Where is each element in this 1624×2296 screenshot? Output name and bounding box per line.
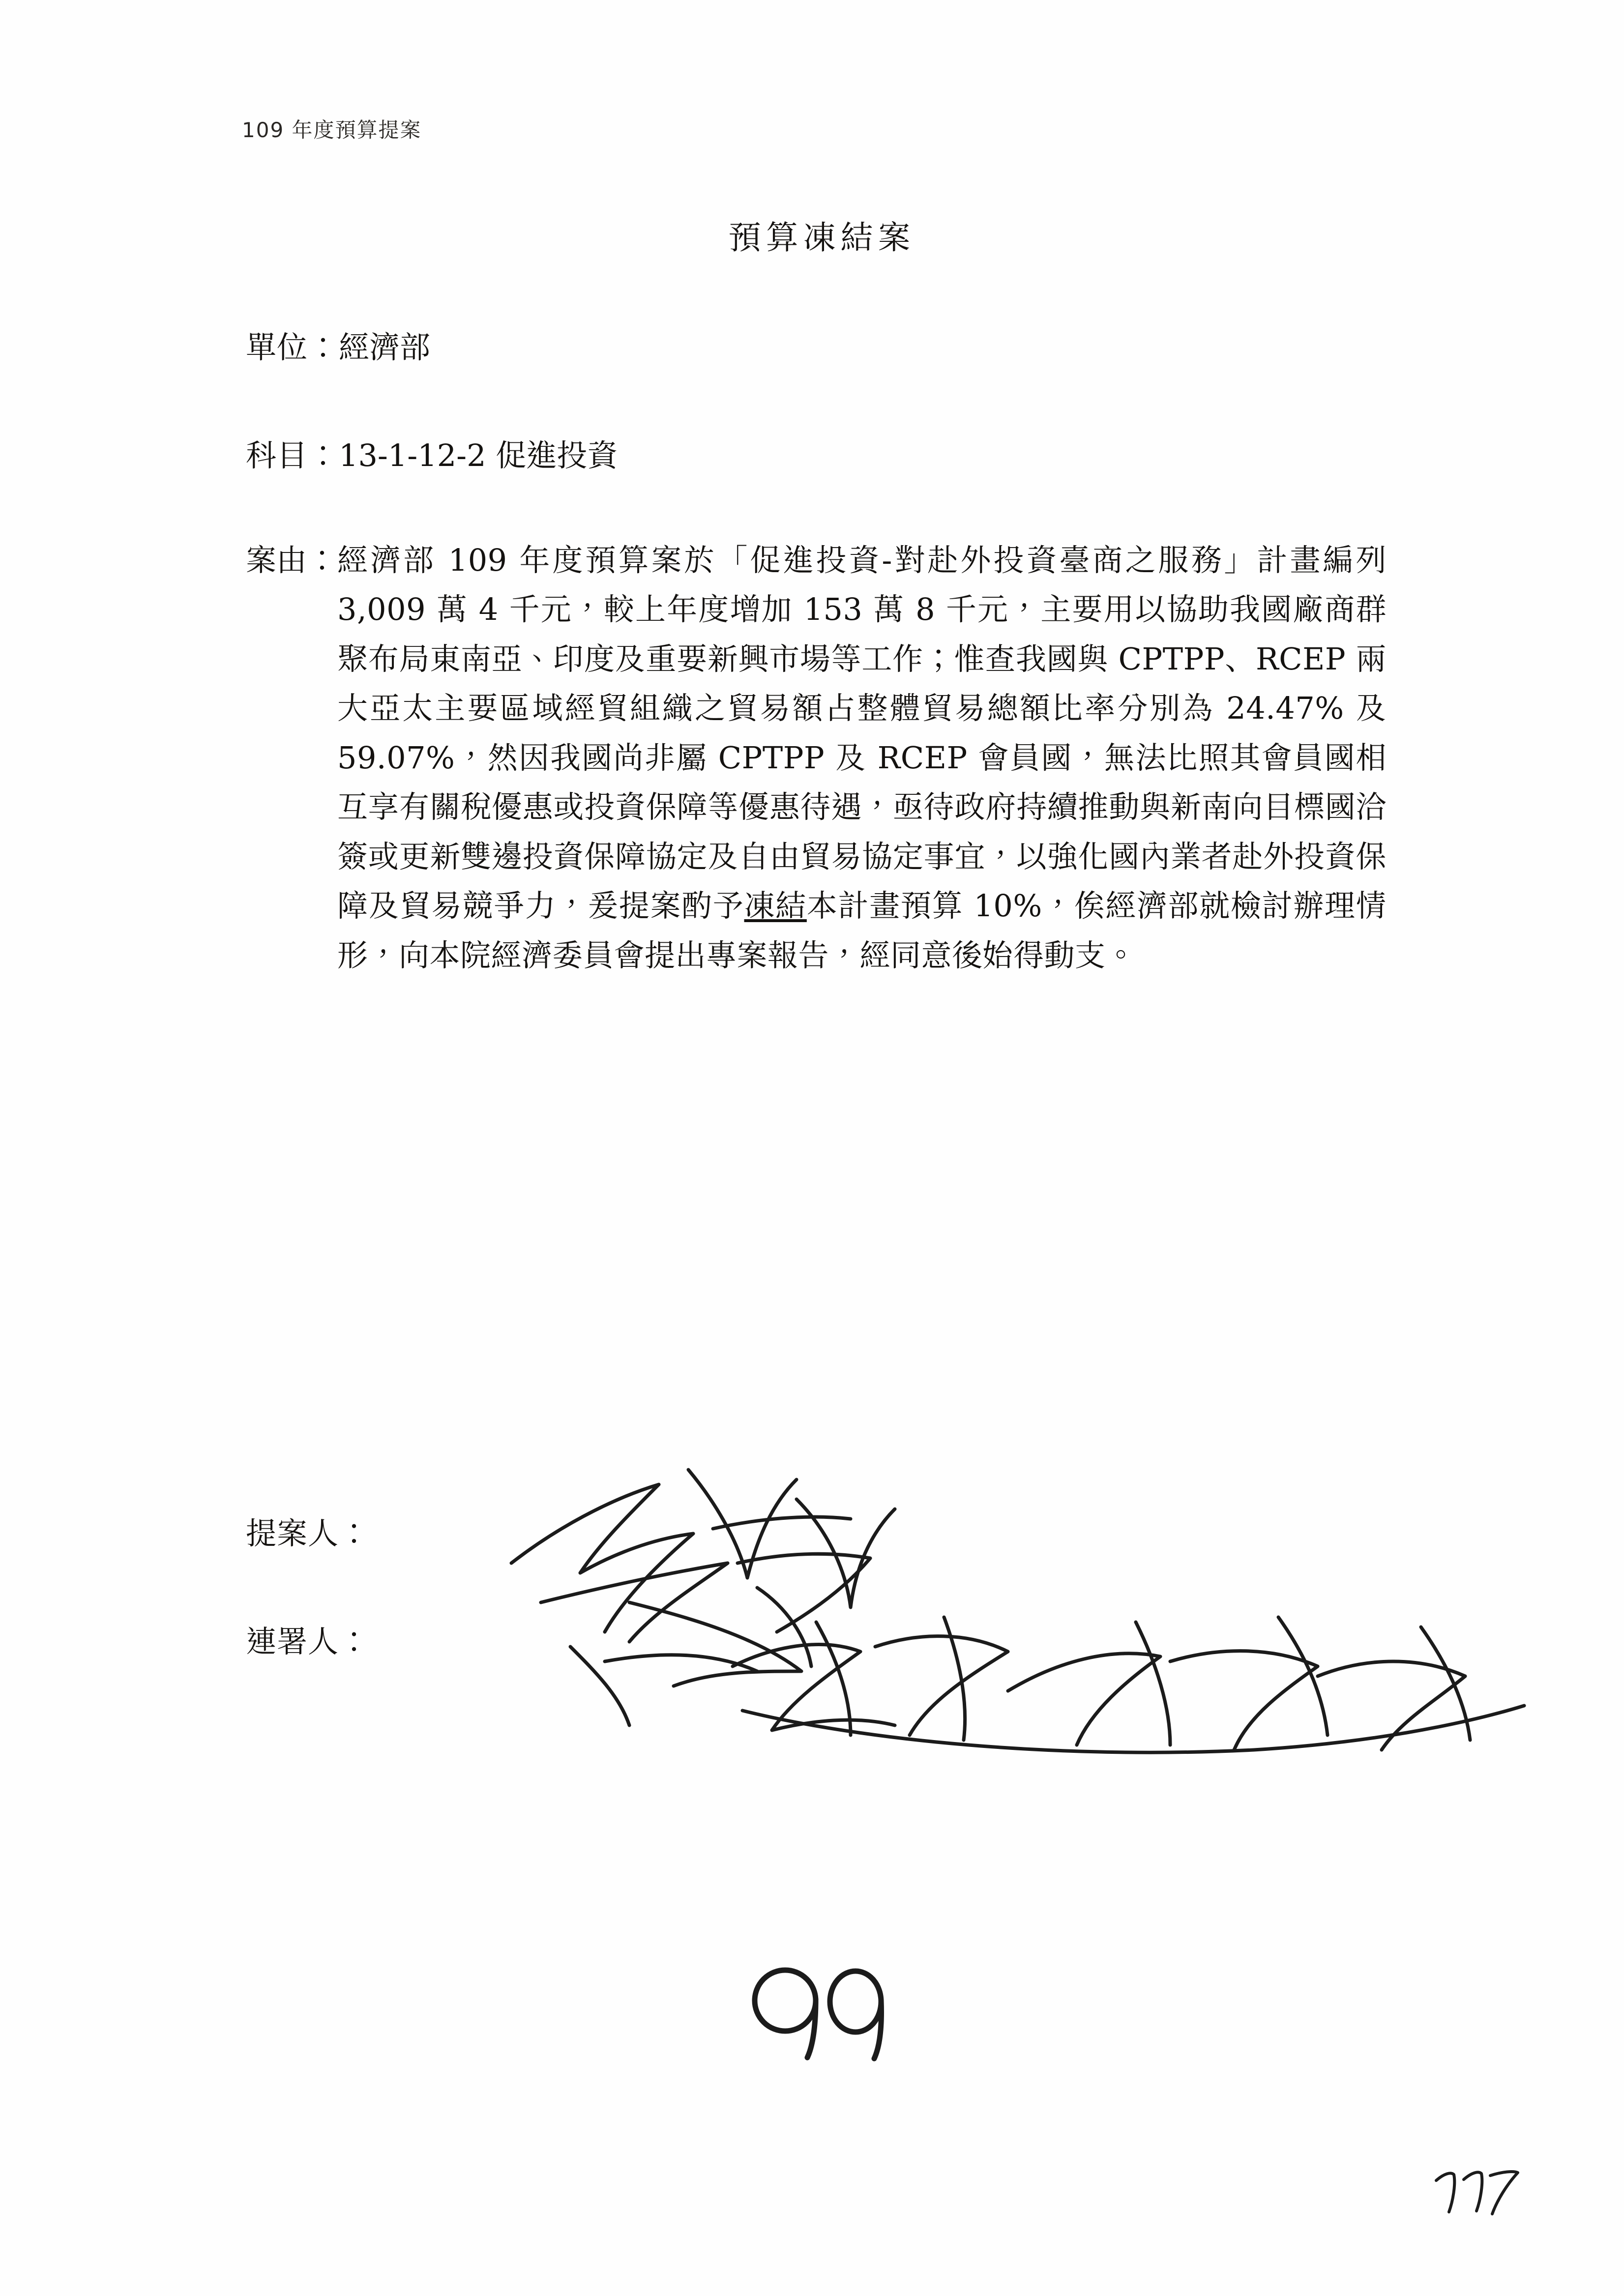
- field-subject-label: 科目：: [246, 437, 339, 473]
- page-number-corner: [1427, 2163, 1521, 2224]
- proposer-signature-ink: [482, 1440, 1072, 1745]
- case-text-underlined: 凍結: [744, 888, 807, 924]
- page-number-center-ink: [738, 1961, 886, 2064]
- field-unit-value: 經濟部: [339, 329, 431, 365]
- cosigner-label: 連署人：: [246, 1624, 370, 1659]
- field-subject-value: 13-1-12-2 促進投資: [339, 437, 618, 473]
- cosigner-signature-ink: [713, 1563, 1549, 1794]
- page-title-text: 預算凍結案: [728, 219, 915, 257]
- page-title: [0, 211, 1624, 258]
- page-number-corner-ink: [1427, 2163, 1521, 2222]
- proposer-label: 提案人：: [246, 1515, 370, 1551]
- case-text: 經濟部 109 年度預算案於「促進投資-對赴外投資臺商之服務」計畫編列 3,009 萬 4 千元，較上年度增加 153 萬 8 千元，主要用以協助我國廠商群聚布局東南亞、印度及重要新興市場等工作；惟查我國與 CPTPP、RCEP 兩大亞太主要區域經貿組織之貿易額占整體貿易總額比率分別為 24.47% 及 59.07%，然因我國尚非屬 CPTPP 及 RCEP 會員國，無法比照其會員國相互享有關稅優惠或投資保障等優惠待遇，亟待政府持續推動與新南向目標國洽簽或更新雙邊投資保障協定及自由貿易協定事宜，以強化國內業者赴外投資保障及貿易競爭力，爰提案酌予凍結本計畫預算 10%，俟經濟部就檢討辦理情形，向本院經濟委員會提出專案報告，經同意後始得動支。: [337, 542, 1387, 973]
- document-header-note: 109 年度預算提案: [242, 118, 422, 142]
- case-label: 案由：: [246, 542, 338, 578]
- case-description: [246, 536, 1387, 980]
- page-number-center: [0, 1961, 1624, 2066]
- field-unit-label: 單位：: [246, 329, 339, 365]
- field-unit: [246, 324, 1426, 371]
- field-subject: [246, 433, 1426, 479]
